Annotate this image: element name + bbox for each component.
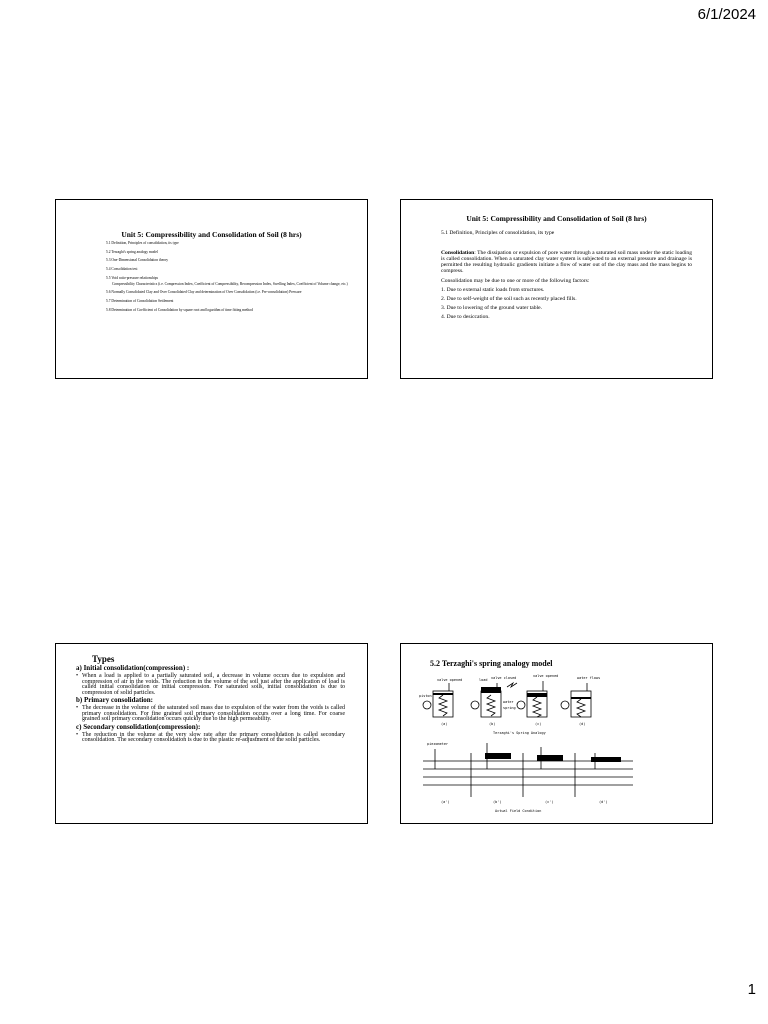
print-date: 6/1/2024 (697, 6, 756, 23)
factor-item: 2. Due to self-weight of the soil such as recently placed fills. (441, 296, 577, 302)
topic-item: 5.8 Determination of Coefficient of Consolidation by square root and logarithm of time fitting method (106, 307, 253, 312)
factors-intro: Consolidation may be due to one or more of the following factors: (441, 278, 590, 284)
label-b: (b) (489, 722, 496, 726)
topic-item: 5.5 Void ratio-pressure relationships (106, 275, 158, 280)
slide-body (76, 664, 345, 746)
label-b-prime: (b') (493, 800, 502, 804)
topic-item: 5.3 One-Dimensional Consolidation theory (106, 258, 169, 263)
label-c-prime: (c') (545, 800, 554, 804)
type-b-bullet: • The decrease in the volume of the saturated soil mass due to expulsion of the water from the voids is called primary consolidation. For fine grained soil primary consolidation occurs over a long time. For coarse grained soil primary consolidation occurs quickly due to the high permeability. (76, 705, 345, 723)
label-spring: spring (503, 706, 516, 710)
topic-subitem: Compressibility Characteristics (i.e. Compression Index, Coefficient of Compressibility, Recompression Index, Swelling Index, Coefficient of Volume change, etc.) (112, 281, 348, 286)
slide-subtitle: 5.1 Definition, Principles of consolidation, its type (441, 230, 555, 236)
factor-item: 3. Due to lowering of the ground water table. (441, 305, 542, 311)
label-spring-analogy: Terzaghi's Spring Analogy (493, 731, 546, 735)
label-load: load (479, 678, 488, 682)
label-d: (d) (579, 722, 586, 726)
topic-item: 5.1 Definition, Principles of consolidation, its type (106, 241, 179, 245)
slide-body (441, 230, 692, 323)
type-c-bullet: • The reduction in the volume at the very slow rate after the primary consolidation is called secondary consolidation. The secondary consolidation is due to the plastic re-adjustment of the solid particles. (76, 732, 345, 744)
factor-item: 4. Due to desiccation. (441, 314, 490, 320)
type-c-title: c) Secondary consolidation(compression): (76, 722, 201, 731)
slide-definition (400, 199, 713, 379)
label-piston: piston (419, 694, 432, 698)
label-c: (c) (535, 722, 542, 726)
spring-analogy-diagram (419, 673, 641, 815)
type-a-bullet: • When a load is applied to a partially saturated soil, a decrease in volume occurs due to expulsion and compression of air in the voids. The reduction in the volume of the soil just after the application of load is called initial consolidation or initial compression. For saturated soils, initial consolidation is due to compression of solid particles. (76, 673, 345, 696)
label-a: (a) (441, 722, 448, 726)
slide-types (55, 643, 368, 824)
slide-title: Unit 5: Compressibility and Consolidation of Soil (8 hrs) (121, 230, 302, 239)
page-number: 1 (747, 981, 756, 998)
slide-spring-analogy (400, 643, 713, 824)
topic-item: 5.4 Consolidation test (106, 267, 138, 272)
consolidation-definition (441, 250, 692, 274)
label-valve-opened: valve opened (437, 678, 463, 682)
topic-item: 5.7 Determination of Consolidation Settlement (106, 298, 174, 303)
topic-list (106, 241, 357, 316)
type-b-title: b) Primary consolidation: (76, 696, 153, 705)
label-piezometer: piezometer (427, 742, 449, 746)
label-a-prime: (a') (441, 800, 450, 804)
definition-text: : The dissipation or expulsion of pore water through a saturated soil mass under the static loading is called consolidation. When a saturated clay water system is subjected to an external pressure and drainage is permitted the resulting hydraulic gradients initiate a flow of water out of the clay mass and the mass begins to compress. (441, 250, 692, 274)
label-water: water (503, 700, 514, 704)
label-d-prime: (d') (599, 800, 608, 804)
slide-unit-outline (55, 199, 368, 379)
topic-item: 5.6 Normally Consolidated Clay and Over Consolidated Clay and determination of Over Consolidation (i.e. Pre-consolidation) Pressure (106, 290, 302, 295)
label-water-flows: water flows (577, 676, 601, 680)
type-a-title: a) Initial consolidation(compression) : (76, 664, 190, 672)
slide-heading: Types (92, 654, 115, 664)
label-field-condition: Actual Field Condition (495, 809, 542, 813)
label-valve-opened-2: valve opened (533, 674, 559, 678)
slide-title: Unit 5: Compressibility and Consolidation of Soil (8 hrs) (466, 214, 647, 223)
label-valve-closed: valve closed (491, 676, 517, 680)
slide-title: 5.2 Terzaghi's spring analogy model (430, 659, 553, 668)
definition-term: Consolidation (441, 250, 475, 256)
topic-item: 5.2 Terzaghi's spring analogy model (106, 249, 158, 254)
factor-item: 1. Due to external static loads from structures. (441, 287, 545, 293)
